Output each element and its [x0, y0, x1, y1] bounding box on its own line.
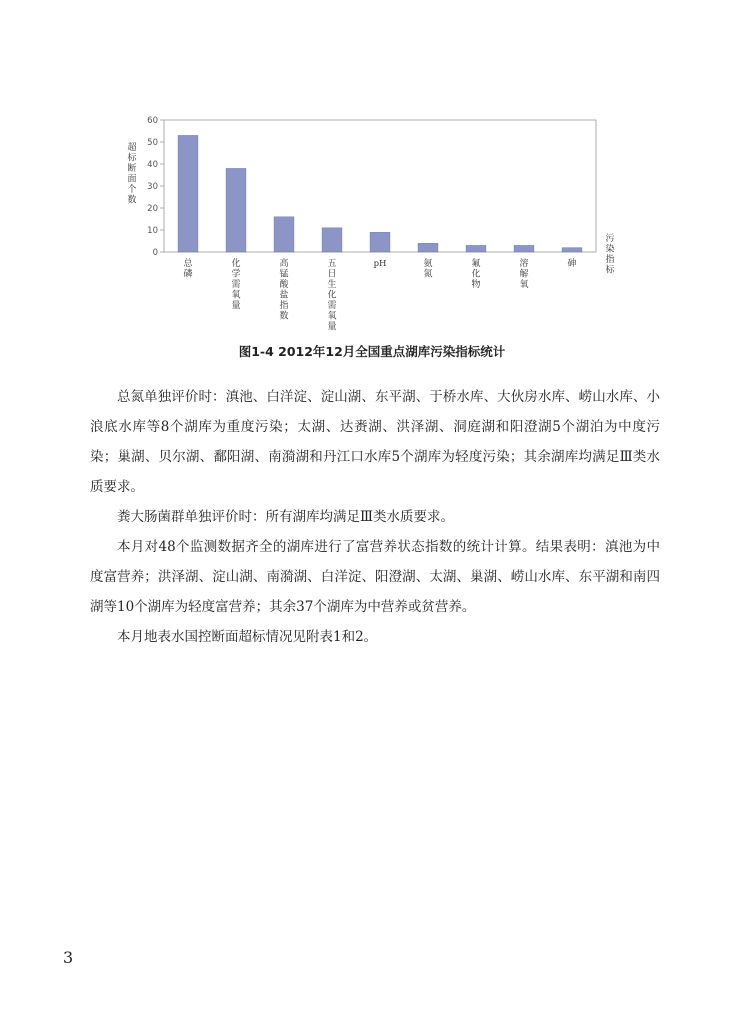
y-tick-label: 0	[152, 248, 158, 258]
svg-text:断: 断	[127, 164, 137, 174]
svg-text:砷: 砷	[567, 259, 577, 269]
category-label	[519, 257, 528, 290]
svg-text:锰: 锰	[279, 269, 289, 280]
svg-text:标: 标	[127, 153, 137, 164]
svg-text:pH: pH	[373, 259, 387, 269]
svg-text:个: 个	[127, 185, 137, 195]
svg-text:物: 物	[471, 280, 481, 290]
category-label	[423, 257, 432, 280]
category-label	[327, 258, 336, 332]
y-tick-label: 50	[147, 138, 158, 148]
bar	[514, 245, 534, 252]
x-axis-label	[605, 233, 615, 276]
svg-text:磷: 磷	[183, 269, 193, 280]
category-label	[567, 257, 576, 269]
y-tick-label: 10	[147, 226, 158, 236]
bar	[226, 168, 246, 252]
svg-text:数: 数	[279, 311, 289, 322]
svg-text:氮: 氮	[423, 269, 433, 280]
svg-text:解: 解	[519, 269, 529, 280]
svg-text:学: 学	[231, 269, 241, 280]
paragraph-eutrophication: 本月对48个监测数据齐全的湖库进行了富营养状态指数的统计计算。结果表明：滇池为中度富营养；洪泽湖、淀山湖、南漪湖、白洋淀、阳澄湖、太湖、巢湖、崂山水库、东平湖和南四湖等10个湖库为轻度富营养；其余37个湖库为中营养或贫营养。	[90, 539, 660, 615]
svg-text:溶: 溶	[519, 259, 529, 269]
svg-text:量: 量	[231, 301, 241, 311]
bars	[178, 135, 582, 252]
y-tick-label: 60	[147, 116, 158, 126]
bar-chart	[110, 108, 630, 338]
category-label	[183, 257, 193, 280]
svg-text:指: 指	[605, 255, 615, 265]
svg-text:酸: 酸	[279, 280, 289, 290]
svg-text:氨: 氨	[423, 259, 433, 269]
paragraph-total-nitrogen: 总氮单独评价时：滇池、白洋淀、淀山湖、东平湖、于桥水库、大伙房水库、崂山水库、小浪底水库等8个湖库为重度污染；太湖、达赉湖、洪泽湖、洞庭湖和阳澄湖5个湖泊为中度污染；巢湖、贝尔湖、鄱阳湖、南漪湖和丹江口水库5个湖库为轻度污染；其余湖库均满足Ⅲ类水质要求。	[90, 389, 660, 495]
svg-text:量: 量	[327, 322, 337, 332]
bar	[562, 248, 582, 252]
svg-text:氧: 氧	[231, 290, 241, 301]
svg-text:面: 面	[127, 174, 137, 185]
bar	[466, 245, 486, 252]
bar	[418, 243, 438, 252]
svg-text:需: 需	[231, 280, 241, 290]
y-ticks	[147, 116, 164, 258]
svg-text:化: 化	[327, 290, 337, 301]
category-label	[374, 259, 387, 269]
svg-text:指: 指	[279, 301, 289, 311]
paragraph-fecal-coliform: 粪大肠菌群单独评价时：所有湖库均满足Ⅲ类水质要求。	[117, 509, 455, 525]
svg-text:高: 高	[279, 259, 289, 269]
category-label	[279, 257, 289, 322]
bar	[274, 217, 294, 252]
page-number: 3	[63, 948, 74, 967]
svg-text:超: 超	[127, 143, 137, 153]
bar	[322, 228, 342, 252]
svg-text:日: 日	[327, 269, 337, 280]
svg-text:污: 污	[605, 234, 615, 244]
y-tick-label: 40	[147, 160, 158, 170]
svg-text:化: 化	[231, 259, 241, 269]
bar	[370, 232, 390, 252]
svg-text:生: 生	[327, 280, 337, 290]
y-axis-label	[127, 141, 137, 206]
svg-text:氧: 氧	[327, 311, 337, 322]
svg-text:数: 数	[127, 195, 137, 206]
bar	[178, 135, 198, 252]
category-labels	[183, 257, 576, 332]
svg-text:需: 需	[327, 301, 337, 311]
body-text	[90, 382, 660, 652]
svg-text:总: 总	[183, 259, 193, 269]
chart-caption: 图1-4 2012年12月全国重点湖库污染指标统计	[238, 344, 506, 359]
paragraph-appendix-note: 本月地表水国控断面超标情况见附表1和2。	[117, 629, 378, 645]
y-tick-label: 20	[147, 204, 158, 214]
category-label	[471, 257, 480, 290]
svg-text:氟: 氟	[471, 259, 481, 269]
svg-text:五: 五	[327, 259, 337, 269]
category-label	[231, 257, 240, 311]
svg-text:盐: 盐	[279, 290, 289, 301]
svg-text:氧: 氧	[519, 280, 529, 290]
svg-text:化: 化	[471, 269, 481, 280]
y-tick-label: 30	[147, 182, 158, 192]
svg-text:染: 染	[605, 244, 615, 255]
svg-text:标: 标	[605, 265, 615, 276]
